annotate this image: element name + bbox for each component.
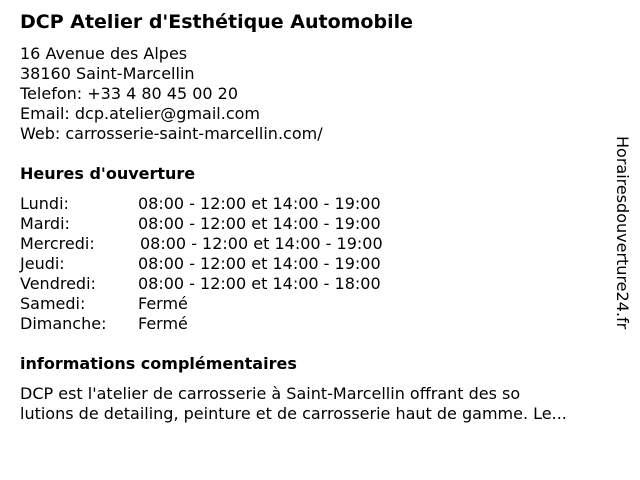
day-hours: 08:00 - 12:00 et 14:00 - 19:00 bbox=[140, 234, 383, 253]
opening-hours-heading: Heures d'ouverture bbox=[20, 164, 196, 183]
address-street: 16 Avenue des Alpes bbox=[20, 44, 188, 63]
day-label: Jeudi: bbox=[20, 254, 65, 273]
day-label: Mercredi: bbox=[20, 234, 95, 253]
additional-info-text bbox=[20, 384, 620, 424]
contact-block bbox=[20, 44, 323, 144]
opening-hours-table bbox=[20, 194, 383, 334]
day-hours: Fermé bbox=[138, 294, 188, 313]
hours-row-thursday bbox=[20, 254, 383, 274]
day-hours: 08:00 - 12:00 et 14:00 - 19:00 bbox=[138, 254, 381, 273]
day-label: Mardi: bbox=[20, 214, 70, 233]
day-hours: 08:00 - 12:00 et 14:00 - 18:00 bbox=[138, 274, 381, 293]
hours-row-wednesday bbox=[20, 234, 383, 254]
day-label: Dimanche: bbox=[20, 314, 107, 333]
site-watermark: Horairesdouverture24.fr bbox=[613, 136, 632, 330]
day-label: Samedi: bbox=[20, 294, 86, 313]
address-city: 38160 Saint-Marcellin bbox=[20, 64, 195, 83]
business-name: DCP Atelier d'Esthétique Automobile bbox=[20, 11, 413, 33]
hours-row-sunday bbox=[20, 314, 383, 334]
info-line: DCP est l'atelier de carrosserie à Saint-Marcellin offrant des so bbox=[20, 384, 521, 403]
day-label: Vendredi: bbox=[20, 274, 96, 293]
hours-row-tuesday bbox=[20, 214, 383, 234]
hours-row-saturday bbox=[20, 294, 383, 314]
day-hours: 08:00 - 12:00 et 14:00 - 19:00 bbox=[138, 194, 381, 213]
web-line: Web: carrosserie-saint-marcellin.com/ bbox=[20, 124, 323, 143]
day-hours: Fermé bbox=[138, 314, 188, 333]
email-line: Email: dcp.atelier@gmail.com bbox=[20, 104, 260, 123]
day-label: Lundi: bbox=[20, 194, 69, 213]
hours-row-friday bbox=[20, 274, 383, 294]
hours-row-monday bbox=[20, 194, 383, 214]
info-line: lutions de detailing, peinture et de carrosserie haut de gamme. Le... bbox=[20, 404, 567, 423]
phone-line: Telefon: +33 4 80 45 00 20 bbox=[20, 84, 239, 103]
additional-info-heading: informations complémentaires bbox=[20, 354, 297, 373]
day-hours: 08:00 - 12:00 et 14:00 - 19:00 bbox=[138, 214, 381, 233]
